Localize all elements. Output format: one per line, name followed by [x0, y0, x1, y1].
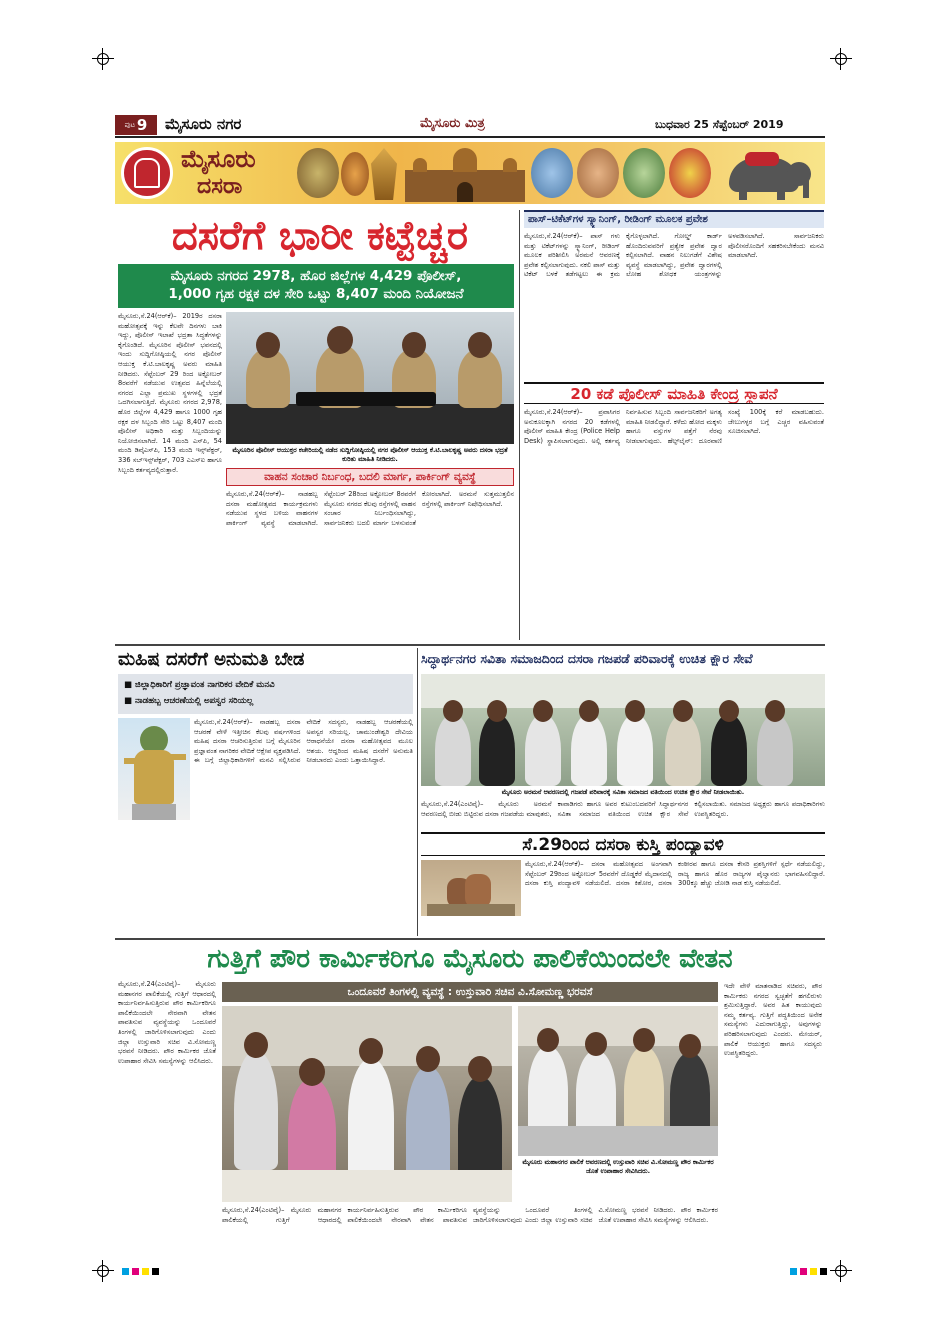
registration-mark [830, 48, 852, 70]
police-press-photo [226, 312, 514, 444]
savitha-samaja-photo [421, 674, 825, 786]
story4-bullet2-text: ನಾಡಹಬ್ಬ ಆಚರಣೆಯಲ್ಲಿ ಅಪಸ್ವರ ಸರಿಯಲ್ಲ [135, 696, 254, 706]
section-title: ಮೈಸೂರು ನಗರ [165, 115, 242, 133]
story7-body-bottom: ಮೈಸೂರು,ಸೆ.24(ಎಂಟಿವೈ)– ಮೈಸೂರು ಮಹಾನಗರ ಪಾಲಿಕೆಯಲ್ಲಿ ಗುತ್ತಿಗೆ ಆಧಾರದಲ್ಲಿ ಕಾರ್ಯನಿರ್ವಹಿಸುತ್ತಿರುವ ಪೌರ ಕಾರ್ಮಿಕರಿಗೂ ಪಾಲಿಕೆಯಿಂದಲೇ ನೇರವಾಗಿ ವೇತನ ಪಾವತಿಸುವ ವ್ಯವಸ್ಥೆಯನ್ನು ಒಂದೂವರೆ ತಿಂಗಳಲ್ಲಿ ಜಾರಿಗೊಳಿಸಲಾಗುವುದು ಎಂದು ಜಿಲ್ಲಾ ಉಸ್ತುವಾರಿ ಸಚಿವ ವಿ.ಸೋಮಣ್ಣ ಭರವಸೆ ನೀಡಿದರು. ಪೌರ ಕಾರ್ಮಿಕರ ಜೊತೆ ಉಪಾಹಾರ ಸೇವಿಸಿ ಸಮಸ್ಯೆಗಳನ್ನು ಆಲಿಸಿದರು. [222, 1206, 718, 1224]
banner-photo-3 [371, 148, 397, 200]
page-number: 9 [136, 116, 148, 134]
meal-photo-caption: ಮೈಸೂರು ಮಹಾನಗರ ಪಾಲಿಕೆ ಆವರಣದಲ್ಲಿ ಉಸ್ತುವಾರಿ ಸಚಿವ ವಿ.ಸೋಮಣ್ಣ ಪೌರ ಕಾರ್ಮಿಕರ ಜೊತೆ ಉಪಾಹಾರ ಸೇವಿಸಿದರು. [522, 1158, 714, 1175]
story7-subhead: ಒಂದೂವರೆ ತಿಂಗಳಲ್ಲಿ ವ್ಯವಸ್ಥೆ : ಉಸ್ತುವಾರಿ ಸಚಿವ ವಿ.ಸೋಮಣ್ಣ ಭರವಸೆ [222, 982, 718, 1002]
story4-body: ಮೈಸೂರು,ಸೆ.24(ಆರ್‌ಕೆ)– ನಾಡಹಬ್ಬ ದಸರಾ ಆಚರಣೆ ವೇಳೆ ಇತ್ತೀಚಿನ ಕೆಲವು ವರ್ಷಗಳಿಂದ ಮಹಿಷ ದಸರಾ ಆಚರಿಸುತ್ತಿರುವ ಬಗ್ಗೆ ಮೈಸೂರಿನ ಪ್ರಜ್ಞಾವಂತ ನಾಗರಿಕರ ವೇದಿಕೆ ಆಕ್ಷೇಪ ವ್ಯಕ್ತಪಡಿಸಿದೆ. ಈ ಬಗ್ಗೆ ಜಿಲ್ಲಾಧಿಕಾರಿಗಳಿಗೆ ಮನವಿ ಸಲ್ಲಿಸಿರುವ ವೇದಿಕೆ ಸದಸ್ಯರು, ನಾಡಹಬ್ಬ ಆಚರಣೆಯಲ್ಲಿ ಅಪಸ್ವರ ಸರಿಯಲ್ಲ. ಚಾಮುಂಡೇಶ್ವರಿ ದೇವಿಯ ಆರಾಧನೆಯೇ ದಸರಾ ಮಹೋತ್ಸವದ ಮೂಲ ಆಶಯ. ಆದ್ದರಿಂದ ಮಹಿಷ ದಸರೆಗೆ ಅನುಮತಿ ನೀಡಬಾರದು ಎಂದು ಒತ್ತಾಯಿಸಿದ್ದಾರೆ. [194, 718, 413, 765]
story7-body-right: ಇದೇ ವೇಳೆ ಮಾತನಾಡಿದ ಸಚಿವರು, ಪೌರ ಕಾರ್ಮಿಕರು ನಗರದ ಸ್ವಚ್ಛತೆಗೆ ಹಗಲಿರುಳು ಶ್ರಮಿಸುತ್ತಿದ್ದಾರೆ. ಅವರ ಹಿತ ಕಾಯುವುದು ನಮ್ಮ ಕರ್ತವ್ಯ. ಗುತ್ತಿಗೆ ಪದ್ಧತಿಯಿಂದ ಅನೇಕ ಸಮಸ್ಯೆಗಳು ಎದುರಾಗುತ್ತಿದ್ದು, ಅವುಗಳನ್ನು ಪರಿಹರಿಸಲಾಗುವುದು ಎಂದರು. ಮೇಯರ್, ಪಾಲಿಕೆ ಆಯುಕ್ತರು ಹಾಗೂ ಸದಸ್ಯರು ಉಪಸ್ಥಿತರಿದ್ದರು. [724, 982, 822, 1058]
page-header [115, 112, 825, 138]
story1-body: ಮೈಸೂರು,ಸೆ.24(ಆರ್‌ಕೆ)– 2019ರ ದಸರಾ ಮಹೋತ್ಸವಕ್ಕೆ ಇನ್ನು ಕೆಲವೇ ದಿನಗಳು ಬಾಕಿ ಇದ್ದು, ಪೊಲೀಸ್ ಇಲಾಖೆ ಭದ್ರತಾ ಸಿದ್ಧತೆಗಳನ್ನು ಕೈಗೊಂಡಿದೆ. ಮೈಸೂರಿನ ಪೊಲೀಸ್ ಭವನದಲ್ಲಿ ಇಂದು ಸುದ್ದಿಗೋಷ್ಠಿಯಲ್ಲಿ ನಗರ ಪೊಲೀಸ್ ಆಯುಕ್ತ ಕೆ.ಟಿ.ಬಾಲಕೃಷ್ಣ ಅವರು ಮಾಹಿತಿ ನೀಡಿದರು. ಸೆಪ್ಟೆಂಬರ್ 29 ರಿಂದ ಅಕ್ಟೋಬರ್ 8ರವರೆಗೆ ನಡೆಯುವ ಉತ್ಸವದ ಹಿನ್ನೆಲೆಯಲ್ಲಿ ನಗರದ ಎಲ್ಲಾ ಪ್ರಮುಖ ಸ್ಥಳಗಳಲ್ಲಿ ಭದ್ರತೆ ಒದಗಿಸಲಾಗುತ್ತಿದೆ. ಮೈಸೂರು ನಗರದ 2,978, ಹೊರ ಜಿಲ್ಲೆಗಳ 4,429 ಹಾಗೂ 1000 ಗೃಹ ರಕ್ಷಕ ದಳ ಸಿಬ್ಬಂದಿ ಸೇರಿ ಒಟ್ಟು 8,407 ಮಂದಿ ಪೊಲೀಸ್ ಅಧಿಕಾರಿ ಮತ್ತು ಸಿಬ್ಬಂದಿಯನ್ನು ನಿಯೋಜಿಸಲಾಗಿದೆ. 14 ಮಂದಿ ಎಸ್‌ಪಿ, 54 ಮಂದಿ ಡಿವೈಎಸ್‌ಪಿ, 153 ಮಂದಿ ಇನ್ಸ್‌ಪೆಕ್ಟರ್, 336 ಸಬ್‌ಇನ್ಸ್‌ಪೆಕ್ಟರ್, 703 ಎಎಸ್‌ಐ ಹಾಗೂ ಸಿಬ್ಬಂದಿ ಕರ್ತವ್ಯದಲ್ಲಿರುತ್ತಾರೆ. [118, 312, 222, 474]
savitha-photo-caption: ಮೈಸೂರು ಅರಮನೆ ಆವರಣದಲ್ಲಿ ಗಜಪಡೆ ಪರಿವಾರಕ್ಕೆ ಸವಿತಾ ಸಮಾಜದ ವತಿಯಿಂದ ಉಚಿತ ಕ್ಷೌರ ಸೇವೆ ನೀಡಲಾಯಿತು. [501, 788, 745, 796]
minister-meal-photo-right [518, 1006, 718, 1156]
police-photo-caption: ಮೈಸೂರಿನ ಪೊಲೀಸ್ ಆಯುಕ್ತರ ಕಚೇರಿಯಲ್ಲಿ ನಡೆದ ಸುದ್ದಿಗೋಷ್ಠಿಯಲ್ಲಿ ನಗರ ಪೊಲೀಸ್ ಆಯುಕ್ತ ಕೆ.ಟಿ.ಬಾಲಕೃಷ್ಣ ಅವರು ದಸರಾ ಭದ್ರತೆ ಕುರಿತು ಮಾಹಿತಿ ನೀಡಿದರು. [232, 446, 508, 463]
banner-photo-1 [297, 148, 339, 198]
banner-photo-6 [623, 148, 665, 198]
mahishasura-statue-photo [118, 718, 190, 820]
bullet-icon: ■ [124, 696, 135, 706]
page-number-box [115, 115, 157, 135]
story7-headline: ಗುತ್ತಿಗೆ ಪೌರ ಕಾರ್ಮಿಕರಿಗೂ ಮೈಸೂರು ಪಾಲಿಕೆಯಿಂದಲೇ ವೇತನ [207, 944, 733, 974]
palace-illustration [405, 148, 525, 202]
banner-photo-5 [577, 148, 619, 198]
story4-bullet1 [124, 677, 407, 693]
story4-bullet1-text: ಜಿಲ್ಲಾಧಿಕಾರಿಗೆ ಪ್ರಜ್ಞಾವಂತ ನಾಗರಿಕರ ವೇದಿಕೆ ಮನವಿ [135, 680, 275, 690]
registration-mark [830, 1260, 852, 1282]
story2-headline: ಪಾಸ್–ಟಿಕೆಟ್‌ಗಳ ಸ್ಕ್ಯಾನಿಂಗ್, ರೀಡಿಂಗ್ ಮೂಲಕ ಪ್ರವೇಶ [524, 210, 824, 228]
registration-mark [92, 1260, 114, 1282]
banner-title-line2: ದಸರಾ [197, 174, 243, 199]
story6-headline: ಸೆ.29ರಿಂದ ದಸರಾ ಕುಸ್ತಿ ಪಂದ್ಯಾವಳಿ [421, 832, 825, 856]
story7-body-left: ಮೈಸೂರು,ಸೆ.24(ಎಂಟಿವೈ)– ಮೈಸೂರು ಮಹಾನಗರ ಪಾಲಿಕೆಯಲ್ಲಿ ಗುತ್ತಿಗೆ ಆಧಾರದಲ್ಲಿ ಕಾರ್ಯನಿರ್ವಹಿಸುತ್ತಿರುವ ಪೌರ ಕಾರ್ಮಿಕರಿಗೂ ಪಾಲಿಕೆಯಿಂದಲೇ ನೇರವಾಗಿ ವೇತನ ಪಾವತಿಸುವ ವ್ಯವಸ್ಥೆಯನ್ನು ಒಂದೂವರೆ ತಿಂಗಳಲ್ಲಿ ಜಾರಿಗೊಳಿಸಲಾಗುವುದು ಎಂದು ಜಿಲ್ಲಾ ಉಸ್ತುವಾರಿ ಸಚಿವ ವಿ.ಸೋಮಣ್ಣ ಭರವಸೆ ನೀಡಿದರು. ಪೌರ ಕಾರ್ಮಿಕರ ಜೊತೆ ಉಪಾಹಾರ ಸೇವಿಸಿ ಸಮಸ್ಯೆಗಳನ್ನು ಆಲಿಸಿದರು. [118, 980, 216, 1065]
banner-title-line1: ಮೈಸೂರು [181, 145, 256, 173]
masthead: ಮೈಸೂರು ಮಿತ್ರ [420, 116, 485, 131]
page-label: ಪುಟ [124, 120, 135, 129]
color-bar [790, 1268, 827, 1275]
story1-subhead-line2: 1,000 ಗೃಹ ರಕ್ಷಕ ದಳ ಸೇರಿ ಒಟ್ಟು 8,407 ಮಂದಿ ನಿಯೋಜನೆ [168, 286, 464, 302]
story2-body: ಮೈಸೂರು,ಸೆ.24(ಆರ್‌ಕೆ)– ಪಾಸ್ ಗಳು ಮತ್ತು ಟಿಕೆಟ್‌ಗಳನ್ನು ಸ್ಕ್ಯಾನಿಂಗ್, ರೀಡಿಂಗ್ ಮೂಲಕ ಪರಿಶೀಲಿಸಿ ಅರಮನೆ ಆವರಣಕ್ಕೆ ಪ್ರವೇಶ ಕಲ್ಪಿಸಲಾಗುವುದು. ನಕಲಿ ಪಾಸ್ ಮತ್ತು ಟಿಕೆಟ್ ಬಳಕೆ ತಡೆಗಟ್ಟಲು ಈ ಕ್ರಮ ಕೈಗೊಳ್ಳಲಾಗಿದೆ. ಗೋಲ್ಡ್ ಕಾರ್ಡ್ ಹೊಂದಿರುವವರಿಗೆ ಪ್ರತ್ಯೇಕ ಪ್ರವೇಶ ದ್ವಾರ ಕಲ್ಪಿಸಲಾಗಿದೆ. ವಾಹನ ನಿಲುಗಡೆಗೆ ವಿಶೇಷ ವ್ಯವಸ್ಥೆ ಮಾಡಲಾಗಿದ್ದು, ಪ್ರವೇಶ ದ್ವಾರಗಳಲ್ಲಿ ಲೋಹ ಶೋಧಕ ಯಂತ್ರಗಳನ್ನು ಅಳವಡಿಸಲಾಗಿದೆ. ಸಾರ್ವಜನಿಕರು ಪೊಲೀಸರೊಂದಿಗೆ ಸಹಕರಿಸಬೇಕೆಂದು ಮನವಿ ಮಾಡಲಾಗಿದೆ. [524, 232, 824, 279]
story1-subhead [118, 264, 514, 308]
story3-body: ಮೈಸೂರು,ಸೆ.24(ಆರ್‌ಕೆ)– ಪ್ರವಾಸಿಗರ ಅನುಕೂಲಕ್ಕಾಗಿ ನಗರದ 20 ಕಡೆಗಳಲ್ಲಿ ಪೊಲೀಸ್ ಮಾಹಿತಿ ಕೇಂದ್ರ (Police Help Desk) ಸ್ಥಾಪಿಸಲಾಗುವುದು. ಅಲ್ಲಿ ಕರ್ತವ್ಯ ನಿರ್ವಹಿಸುವ ಸಿಬ್ಬಂದಿ ಸಾರ್ವಜನಿಕರಿಗೆ ಅಗತ್ಯ ಮಾಹಿತಿ ನೀಡಲಿದ್ದಾರೆ. ಕಳೆದು ಹೋದ ಮಕ್ಕಳು ಹಾಗೂ ವಸ್ತುಗಳ ಪತ್ತೆಗೆ ನೆರವು ನೀಡಲಾಗುವುದು. ಹೆಲ್ಪ್‌ಲೈನ್: ದೂರವಾಣಿ ಸಂಖ್ಯೆ 100ಕ್ಕೆ ಕರೆ ಮಾಡಬಹುದು. ಜೇಬುಗಳ್ಳರ ಬಗ್ಗೆ ಎಚ್ಚರ ವಹಿಸುವಂತೆ ಸೂಚಿಸಲಾಗಿದೆ. [524, 408, 824, 445]
elephant-illustration [715, 148, 819, 200]
story5-headline: ಸಿದ್ಧಾರ್ಥನಗರ ಸವಿತಾ ಸಮಾಜದಿಂದ ದಸರಾ ಗಜಪಡೆ ಪರಿವಾರಕ್ಕೆ ಉಚಿತ ಕ್ಷೌರ ಸೇವೆ [421, 651, 753, 666]
traffic-subhead: ವಾಹನ ಸಂಚಾರ ನಿರ್ಬಂಧ, ಬದಲಿ ಮಾರ್ಗ, ಪಾರ್ಕಿಂಗ್ ವ್ಯವಸ್ಥೆ [226, 468, 514, 486]
registration-mark [92, 48, 114, 70]
story1-subhead-line1: ಮೈಸೂರು ನಗರದ 2978, ಹೊರ ಜಿಲ್ಲೆಗಳ 4,429 ಪೊಲೀಸ್, [170, 268, 462, 284]
story6-body: ಮೈಸೂರು,ಸೆ.24(ಆರ್‌ಕೆ)– ದಸರಾ ಮಹೋತ್ಸವದ ಅಂಗವಾಗಿ ಸೆಪ್ಟೆಂಬರ್ 29ರಿಂದ ಅಕ್ಟೋಬರ್ 5ರವರೆಗೆ ದೊಡ್ಡಕೆರೆ ಮೈದಾನದಲ್ಲಿ ದಸರಾ ಕುಸ್ತಿ ಪಂದ್ಯಾವಳಿ ನಡೆಯಲಿದೆ. ದಸರಾ ಕಿಶೋರ, ದಸರಾ ಕಂಠೀರವ ಹಾಗೂ ದಸರಾ ಕೇಸರಿ ಪ್ರಶಸ್ತಿಗಳಿಗೆ ಸ್ಪರ್ಧೆ ನಡೆಯಲಿದ್ದು, ರಾಜ್ಯ ಹಾಗೂ ಹೊರ ರಾಜ್ಯಗಳ ಪೈಲ್ವಾನರು ಭಾಗವಹಿಸಲಿದ್ದಾರೆ. 300ಕ್ಕೂ ಹೆಚ್ಚು ಜೋಡಿ ನಾಡ ಕುಸ್ತಿ ನಡೆಯಲಿದೆ. [525, 860, 825, 888]
story4-headline: ಮಹಿಷ ದಸರೆಗೆ ಅನುಮತಿ ಬೇಡ [118, 649, 305, 670]
story4-bullet2 [124, 693, 407, 709]
wrestling-photo [421, 860, 521, 916]
issue-date: ಬುಧವಾರ 25 ಸೆಪ್ಟೆಂಬರ್ 2019 [655, 118, 784, 131]
emblem-logo [121, 147, 173, 199]
traffic-body: ಮೈಸೂರು,ಸೆ.24(ಆರ್‌ಕೆ)– ನಾಡಹಬ್ಬ ದಸರಾ ಮಹೋತ್ಸವದ ಕಾರ್ಯಕ್ರಮಗಳು ನಡೆಯುವ ಸ್ಥಳದ ಬಳಿಯ ವಾಹನಗಳ ಪಾರ್ಕಿಂಗ್ ವ್ಯವಸ್ಥೆ ಮಾಡಲಾಗಿದೆ. ಸೆಪ್ಟೆಂಬರ್ 28ರಿಂದ ಅಕ್ಟೋಬರ್ 8ರವರೆಗೆ ಮೈಸೂರು ನಗರದ ಕೆಲವು ರಸ್ತೆಗಳಲ್ಲಿ ವಾಹನ ಸಂಚಾರ ನಿರ್ಬಂಧಿಸಲಾಗಿದ್ದು, ಸಾರ್ವಜನಿಕರು ಬದಲಿ ಮಾರ್ಗ ಬಳಸುವಂತೆ ಕೋರಲಾಗಿದೆ. ಅರಮನೆ ಸುತ್ತಮುತ್ತಲಿನ ರಸ್ತೆಗಳಲ್ಲಿ ಪಾರ್ಕಿಂಗ್ ನಿಷೇಧಿಸಲಾಗಿದೆ. [226, 490, 514, 527]
color-bar [122, 1268, 159, 1275]
story5-body: ಮೈಸೂರು,ಸೆ.24(ಎಂಟಿವೈ)– ಮೈಸೂರು ಅರಮನೆ ಆವರಣದಲ್ಲಿ ಬೀಡು ಬಿಟ್ಟಿರುವ ದಸರಾ ಗಜಪಡೆಯ ಮಾವುತರು, ಕಾವಾಡಿಗರು ಹಾಗೂ ಅವರ ಕುಟುಂಬದವರಿಗೆ ಸಿದ್ಧಾರ್ಥನಗರ ಸವಿತಾ ಸಮಾಜದ ವತಿಯಿಂದ ಉಚಿತ ಕ್ಷೌರ ಸೇವೆ ಕಲ್ಪಿಸಲಾಯಿತು. ಸಮಾಜದ ಅಧ್ಯಕ್ಷರು ಹಾಗೂ ಪದಾಧಿಕಾರಿಗಳು ಉಪಸ್ಥಿತರಿದ್ದರು. [421, 800, 825, 818]
story1-headline: ದಸರೆಗೆ ಭಾರೀ ಕಟ್ಟೆಚ್ಚರ [171, 213, 469, 259]
banner-photo-7 [669, 148, 711, 198]
banner-photo-4 [531, 148, 573, 198]
bullet-icon: ■ [124, 680, 135, 690]
minister-meal-photo-left [222, 1006, 512, 1202]
banner-photo-2 [341, 152, 369, 196]
dasara-banner [115, 142, 825, 204]
story4-bullets [118, 674, 413, 714]
story3-headline: 20 ಕಡೆ ಪೊಲೀಸ್ ಮಾಹಿತಿ ಕೇಂದ್ರ ಸ್ಥಾಪನೆ [524, 382, 824, 404]
